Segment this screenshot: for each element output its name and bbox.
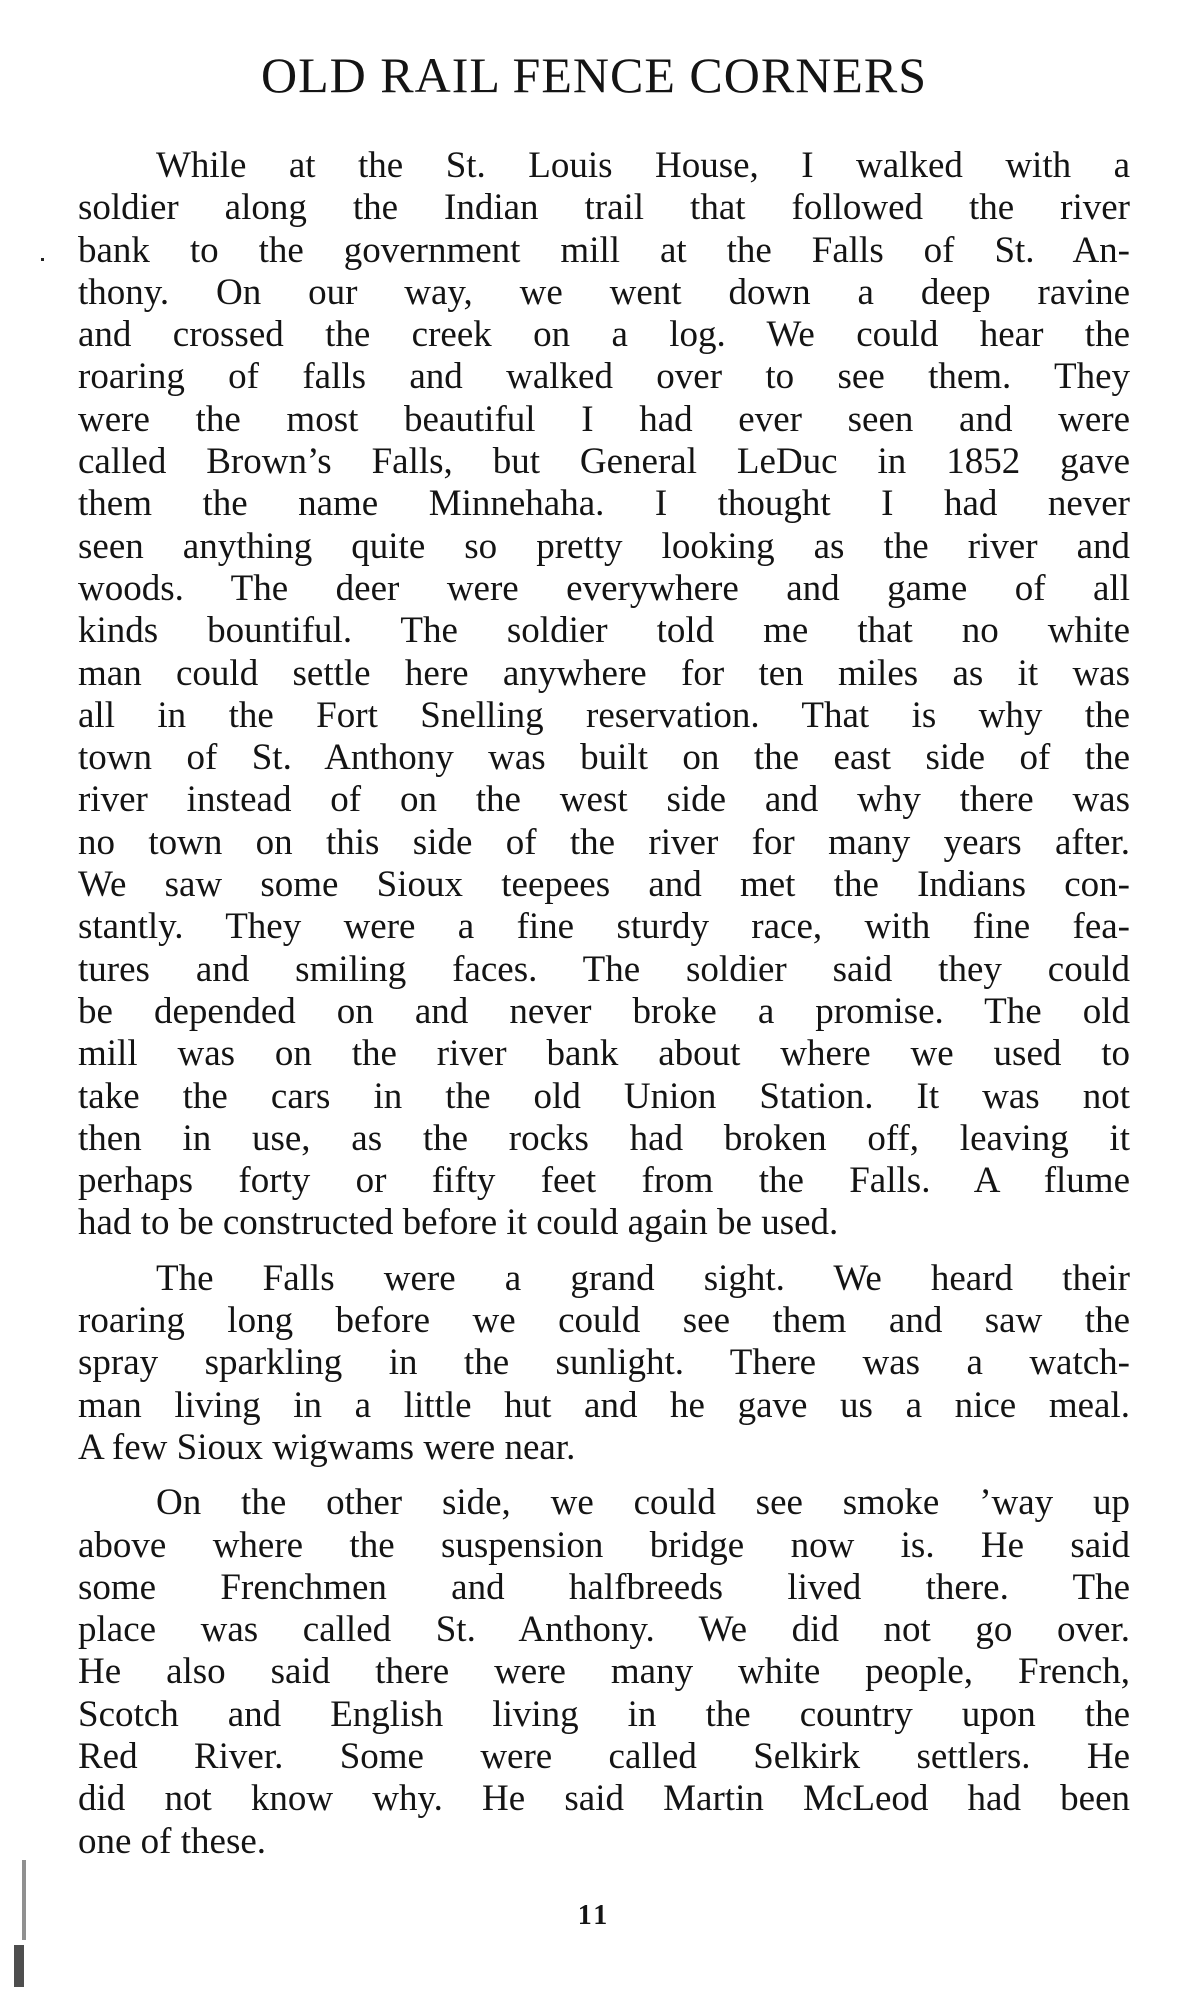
text-line: A few Sioux wigwams were near. bbox=[78, 1426, 576, 1468]
text-line: town of St. Anthony was built on the east side of the bbox=[78, 737, 1130, 779]
text-line: above where the suspension bridge now is. He said bbox=[78, 1524, 1130, 1566]
text-line: stantly. They were a fine sturdy race, with fine fea- bbox=[78, 906, 1130, 948]
text-line: seen anything quite so pretty looking as the river and bbox=[78, 525, 1130, 567]
scan-speck bbox=[22, 1860, 26, 1940]
text-line: woods. The deer were everywhere and game of all bbox=[78, 567, 1130, 609]
paragraph bbox=[78, 145, 1130, 1245]
page-number: 11 bbox=[577, 1900, 611, 1931]
text-line: one of these. bbox=[78, 1820, 267, 1862]
text-line: kinds bountiful. The soldier told me that no white bbox=[78, 610, 1130, 652]
text-line: We saw some Sioux teepees and met the Indians con- bbox=[78, 864, 1130, 906]
text-line: soldier along the Indian trail that followed the river bbox=[78, 187, 1130, 229]
text-line: them the name Minnehaha. I thought I had never bbox=[78, 483, 1130, 525]
text-line: place was called St. Anthony. We did not go over. bbox=[78, 1609, 1130, 1651]
scan-speck bbox=[41, 258, 44, 261]
text-line: and crossed the creek on a log. We could hear the bbox=[78, 314, 1130, 356]
text-line: man could settle here anywhere for ten miles as it was bbox=[78, 652, 1130, 694]
text-line: take the cars in the old Union Station. It was not bbox=[78, 1075, 1130, 1117]
text-line: some Frenchmen and halfbreeds lived there. The bbox=[78, 1566, 1130, 1608]
paragraph bbox=[78, 1258, 1130, 1469]
text-line: Scotch and English living in the country upon the bbox=[78, 1693, 1130, 1735]
text-line: be depended on and never broke a promise. The old bbox=[78, 990, 1130, 1032]
text-line: man living in a little hut and he gave us a nice meal. bbox=[78, 1384, 1130, 1426]
text-line: roaring of falls and walked over to see them. They bbox=[78, 356, 1130, 398]
text-line: spray sparkling in the sunlight. There was a watch- bbox=[78, 1342, 1130, 1384]
text-line: Red River. Some were called Selkirk settlers. He bbox=[78, 1735, 1130, 1777]
text-line: did not know why. He said Martin McLeod had been bbox=[78, 1778, 1130, 1820]
text-line: were the most beautiful I had ever seen and were bbox=[78, 398, 1130, 440]
text-line: perhaps forty or fifty feet from the Falls. A flume bbox=[78, 1160, 1130, 1202]
text-line: no town on this side of the river for many years after. bbox=[78, 821, 1130, 863]
running-head: OLD RAIL FENCE CORNERS bbox=[260, 47, 928, 103]
text-line: He also said there were many white people, French, bbox=[78, 1651, 1130, 1693]
text-line: tures and smiling faces. The soldier said they could bbox=[78, 948, 1130, 990]
text-line: roaring long before we could see them and saw the bbox=[78, 1300, 1130, 1342]
paragraph bbox=[78, 1482, 1130, 1863]
text-line: mill was on the river bank about where we used to bbox=[78, 1033, 1130, 1075]
text-line: then in use, as the rocks had broken off, leaving it bbox=[78, 1117, 1130, 1159]
scan-speck bbox=[14, 1945, 24, 1987]
text-line: On the other side, we could see smoke ’way up bbox=[156, 1482, 1130, 1524]
text-line: thony. On our way, we went down a deep ravine bbox=[78, 271, 1130, 313]
body-text bbox=[78, 145, 1130, 1876]
text-line: river instead of on the west side and why there was bbox=[78, 779, 1130, 821]
text-line: had to be constructed before it could again be used. bbox=[78, 1202, 839, 1244]
text-line: While at the St. Louis House, I walked with a bbox=[156, 145, 1130, 186]
text-line: called Brown’s Falls, but General LeDuc in 1852 gave bbox=[78, 441, 1130, 483]
text-line: all in the Fort Snelling reservation. That is why the bbox=[78, 694, 1130, 736]
text-line: bank to the government mill at the Falls of St. An- bbox=[78, 229, 1130, 271]
text-line: The Falls were a grand sight. We heard their bbox=[156, 1257, 1130, 1299]
